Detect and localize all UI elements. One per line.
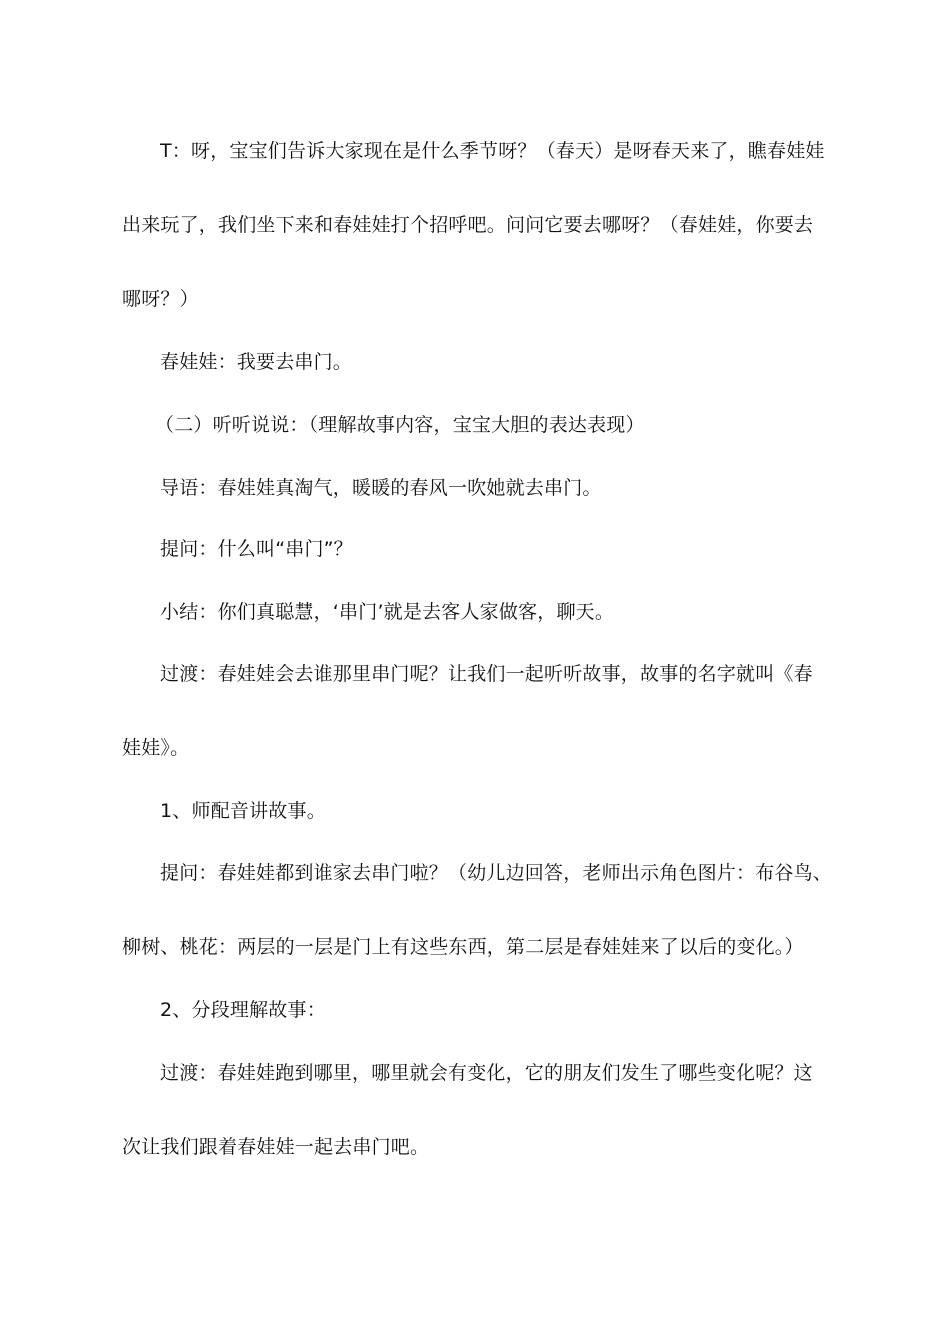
paragraph-line: T：呀，宝宝们告诉大家现在是什么季节呀？（春天）是呀春天来了，瞧春娃娃 — [160, 140, 825, 162]
step-line: 1、师配音讲故事。 — [160, 800, 326, 822]
section-heading: （二）听听说说：（理解故事内容，宝宝大胆的表达表现） — [155, 414, 645, 436]
paragraph-line: 提问：春娃娃都到谁家去串门啦？（幼儿边回答，老师出示角色图片：布谷鸟、 — [160, 862, 833, 884]
paragraph-line: 春娃娃：我要去串门。 — [160, 351, 353, 373]
paragraph-line: 出来玩了，我们坐下来和春娃娃打个招呼吧。问问它要去哪呀？（春娃娃，你要去 — [122, 214, 814, 236]
paragraph-line: 导语：春娃娃真淘气，暖暖的春风一吹她就去串门。 — [160, 477, 602, 499]
step-line: 2、分段理解故事： — [160, 999, 326, 1021]
paragraph-line: 提问：什么叫“串门”？ — [160, 538, 353, 560]
paragraph-line: 娃娃》。 — [122, 737, 190, 759]
paragraph-line: 次让我们跟着春娃娃一起去串门吧。 — [122, 1136, 430, 1158]
paragraph-line: 小结：你们真聪慧，‘串门’就是去客人家做客，聊天。 — [160, 601, 615, 623]
paragraph-line: 哪呀？） — [122, 288, 199, 310]
paragraph-line: 过渡：春娃娃跑到哪里，哪里就会有变化，它的朋友们发生了哪些变化呢？这 — [160, 1062, 813, 1084]
paragraph-line: 过渡：春娃娃会去谁那里串门呢？让我们一起听听故事，故事的名字就叫《春 — [160, 663, 813, 685]
paragraph-line: 柳树、桃花：两层的一层是门上有这些东西，第二层是春娃娃来了以后的变化。） — [122, 936, 804, 958]
